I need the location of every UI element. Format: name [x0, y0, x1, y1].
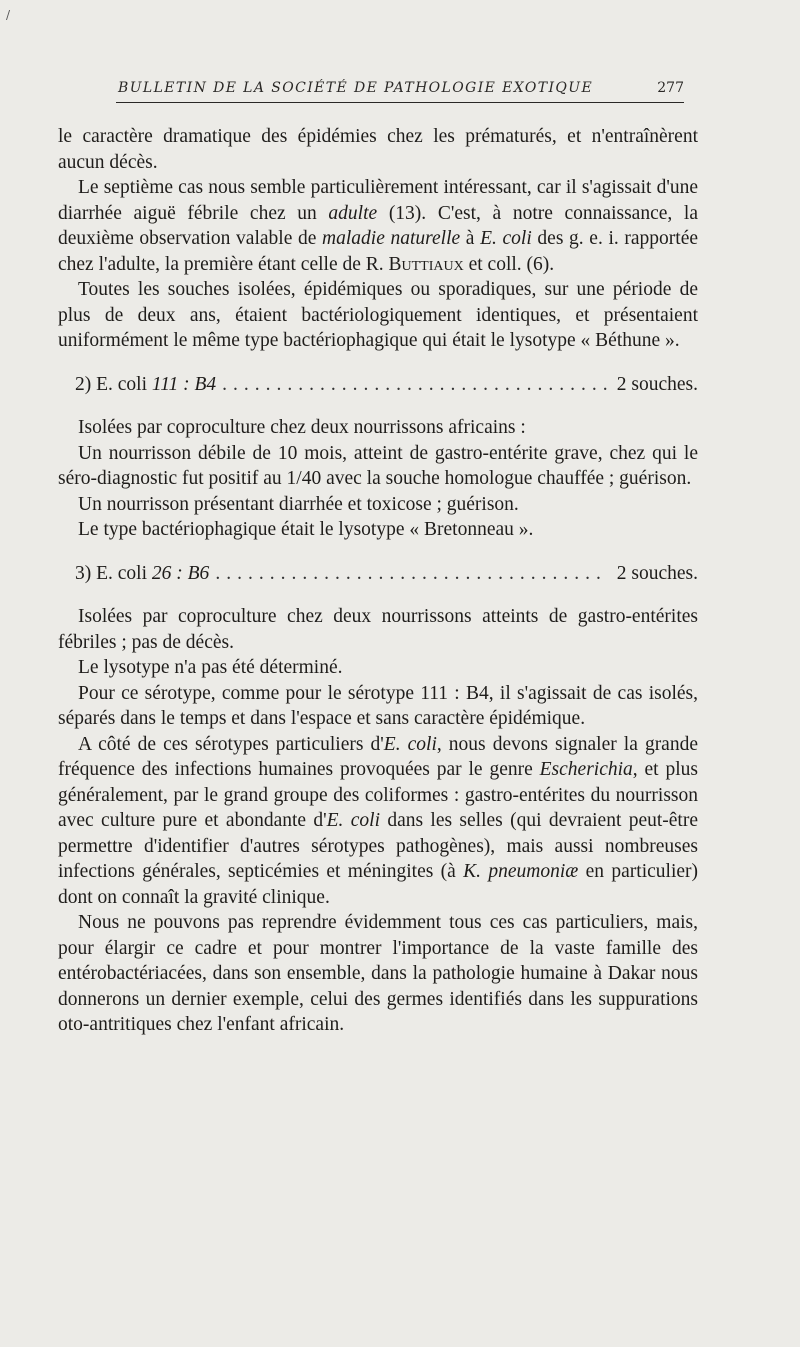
paragraph: Pour ce sérotype, comme pour le sérotype 111 : B4, il s'agissait de cas isolés, séparés dans le temps et dans l'espace et sans caractère épidémique. [58, 682, 698, 729]
species-name: E. coli [383, 733, 437, 755]
entry-label: 3) E. coli 26 : B6 [75, 562, 210, 584]
paragraph: Un nourrisson débile de 10 mois, atteint de gastro-entérite grave, chez qui le séro-diagnostic fut positif au 1/40 avec la souche homologue chauffée ; guérison. [58, 442, 698, 489]
leader-dots: .................................... [215, 562, 607, 584]
author-name: Buttiaux [388, 253, 464, 275]
leader-dots: .................................... [222, 373, 614, 395]
page-number: 277 [657, 80, 684, 96]
genus-name: Escherichia [539, 759, 633, 780]
emphasis: adulte [328, 202, 378, 224]
emphasis: maladie naturelle [322, 228, 461, 249]
paragraph: Le lysotype n'a pas été déterminé. [78, 657, 343, 678]
corner-mark: / [6, 8, 11, 22]
serotype-entry [75, 372, 698, 398]
paragraph: Toutes les souches isolées, épidémiques ou sporadiques, sur une période de plus de deux ans, étaient bactériologiquement identiques, et présentaient uniformément le même type bactériophagique qui était le lysotype « Béthune ». [58, 279, 698, 351]
strain-count: 2 souches. [616, 562, 698, 584]
paragraph: A côté de ces sérotypes particuliers d'E. coli, nous devons signaler la grande fréquence des infections humaines provoquées par le genre Escherichia, et plus généralement, par le grand groupe des coliformes : gastro-entérites du nourrisson avec culture pure et abondante d'E. coli dans les selles (qui devraient peut-être permettre d'identifier d'autres sérotypes pathogènes), mais aussi nombreuses infections générales, septicémies et méningites (à K. pneumoniæ en particulier) dont on connaît la gravité clinique. [58, 733, 699, 908]
paragraph: Nous ne pouvons pas reprendre évidemment tous ces cas particuliers, mais, pour élargir ce cadre et pour montrer l'importance de la vaste famille des entérobactériacées, dans son ensemble, dans la pathologie humaine à Dakar nous donnerons un dernier exemple, celui des germes identifiés dans les suppurations oto-antritiques chez l'enfant africain. [58, 912, 698, 1035]
paragraph: Isolées par coproculture chez deux nourrissons atteints de gastro-entérites fébriles ; pas de décès. [58, 606, 698, 653]
header-rule [116, 102, 684, 103]
paragraph: Le type bactériophagique était le lysotype « Bretonneau ». [78, 519, 534, 540]
species-name: K. pneumoniæ [463, 861, 579, 882]
journal-title: BULLETIN DE LA SOCIÉTÉ DE PATHOLOGIE EXOTIQUE [118, 80, 594, 96]
paragraph: Un nourrisson présentant diarrhée et toxicose ; guérison. [78, 493, 519, 515]
paragraph: Isolées par coproculture chez deux nourrissons africains : [78, 417, 526, 438]
paragraph: le caractère dramatique des épidémies chez les prématurés, et n'entraînèrent aucun décès. [58, 126, 698, 173]
paragraph: Le septième cas nous semble particulièrement intéressant, car il s'agissait d'une diarrhée aiguë fébrile chez un adulte (13). C'est, à notre connaissance, la deuxième observation valable de maladie naturelle à E. coli des g. e. i. rapportée chez l'adulte, la première étant celle de R. Buttiaux et coll. (6). [58, 177, 699, 275]
body-text [58, 124, 698, 1038]
strain-count: 2 souches. [616, 373, 698, 395]
serotype: 111 : B4 [151, 373, 217, 395]
species-name: E. coli [326, 810, 381, 831]
entry-label: 2) E. coli 111 : B4 [75, 373, 217, 395]
serotype: 26 : B6 [151, 562, 210, 584]
serotype-entry [75, 561, 698, 587]
species-name: E. coli [480, 228, 532, 249]
